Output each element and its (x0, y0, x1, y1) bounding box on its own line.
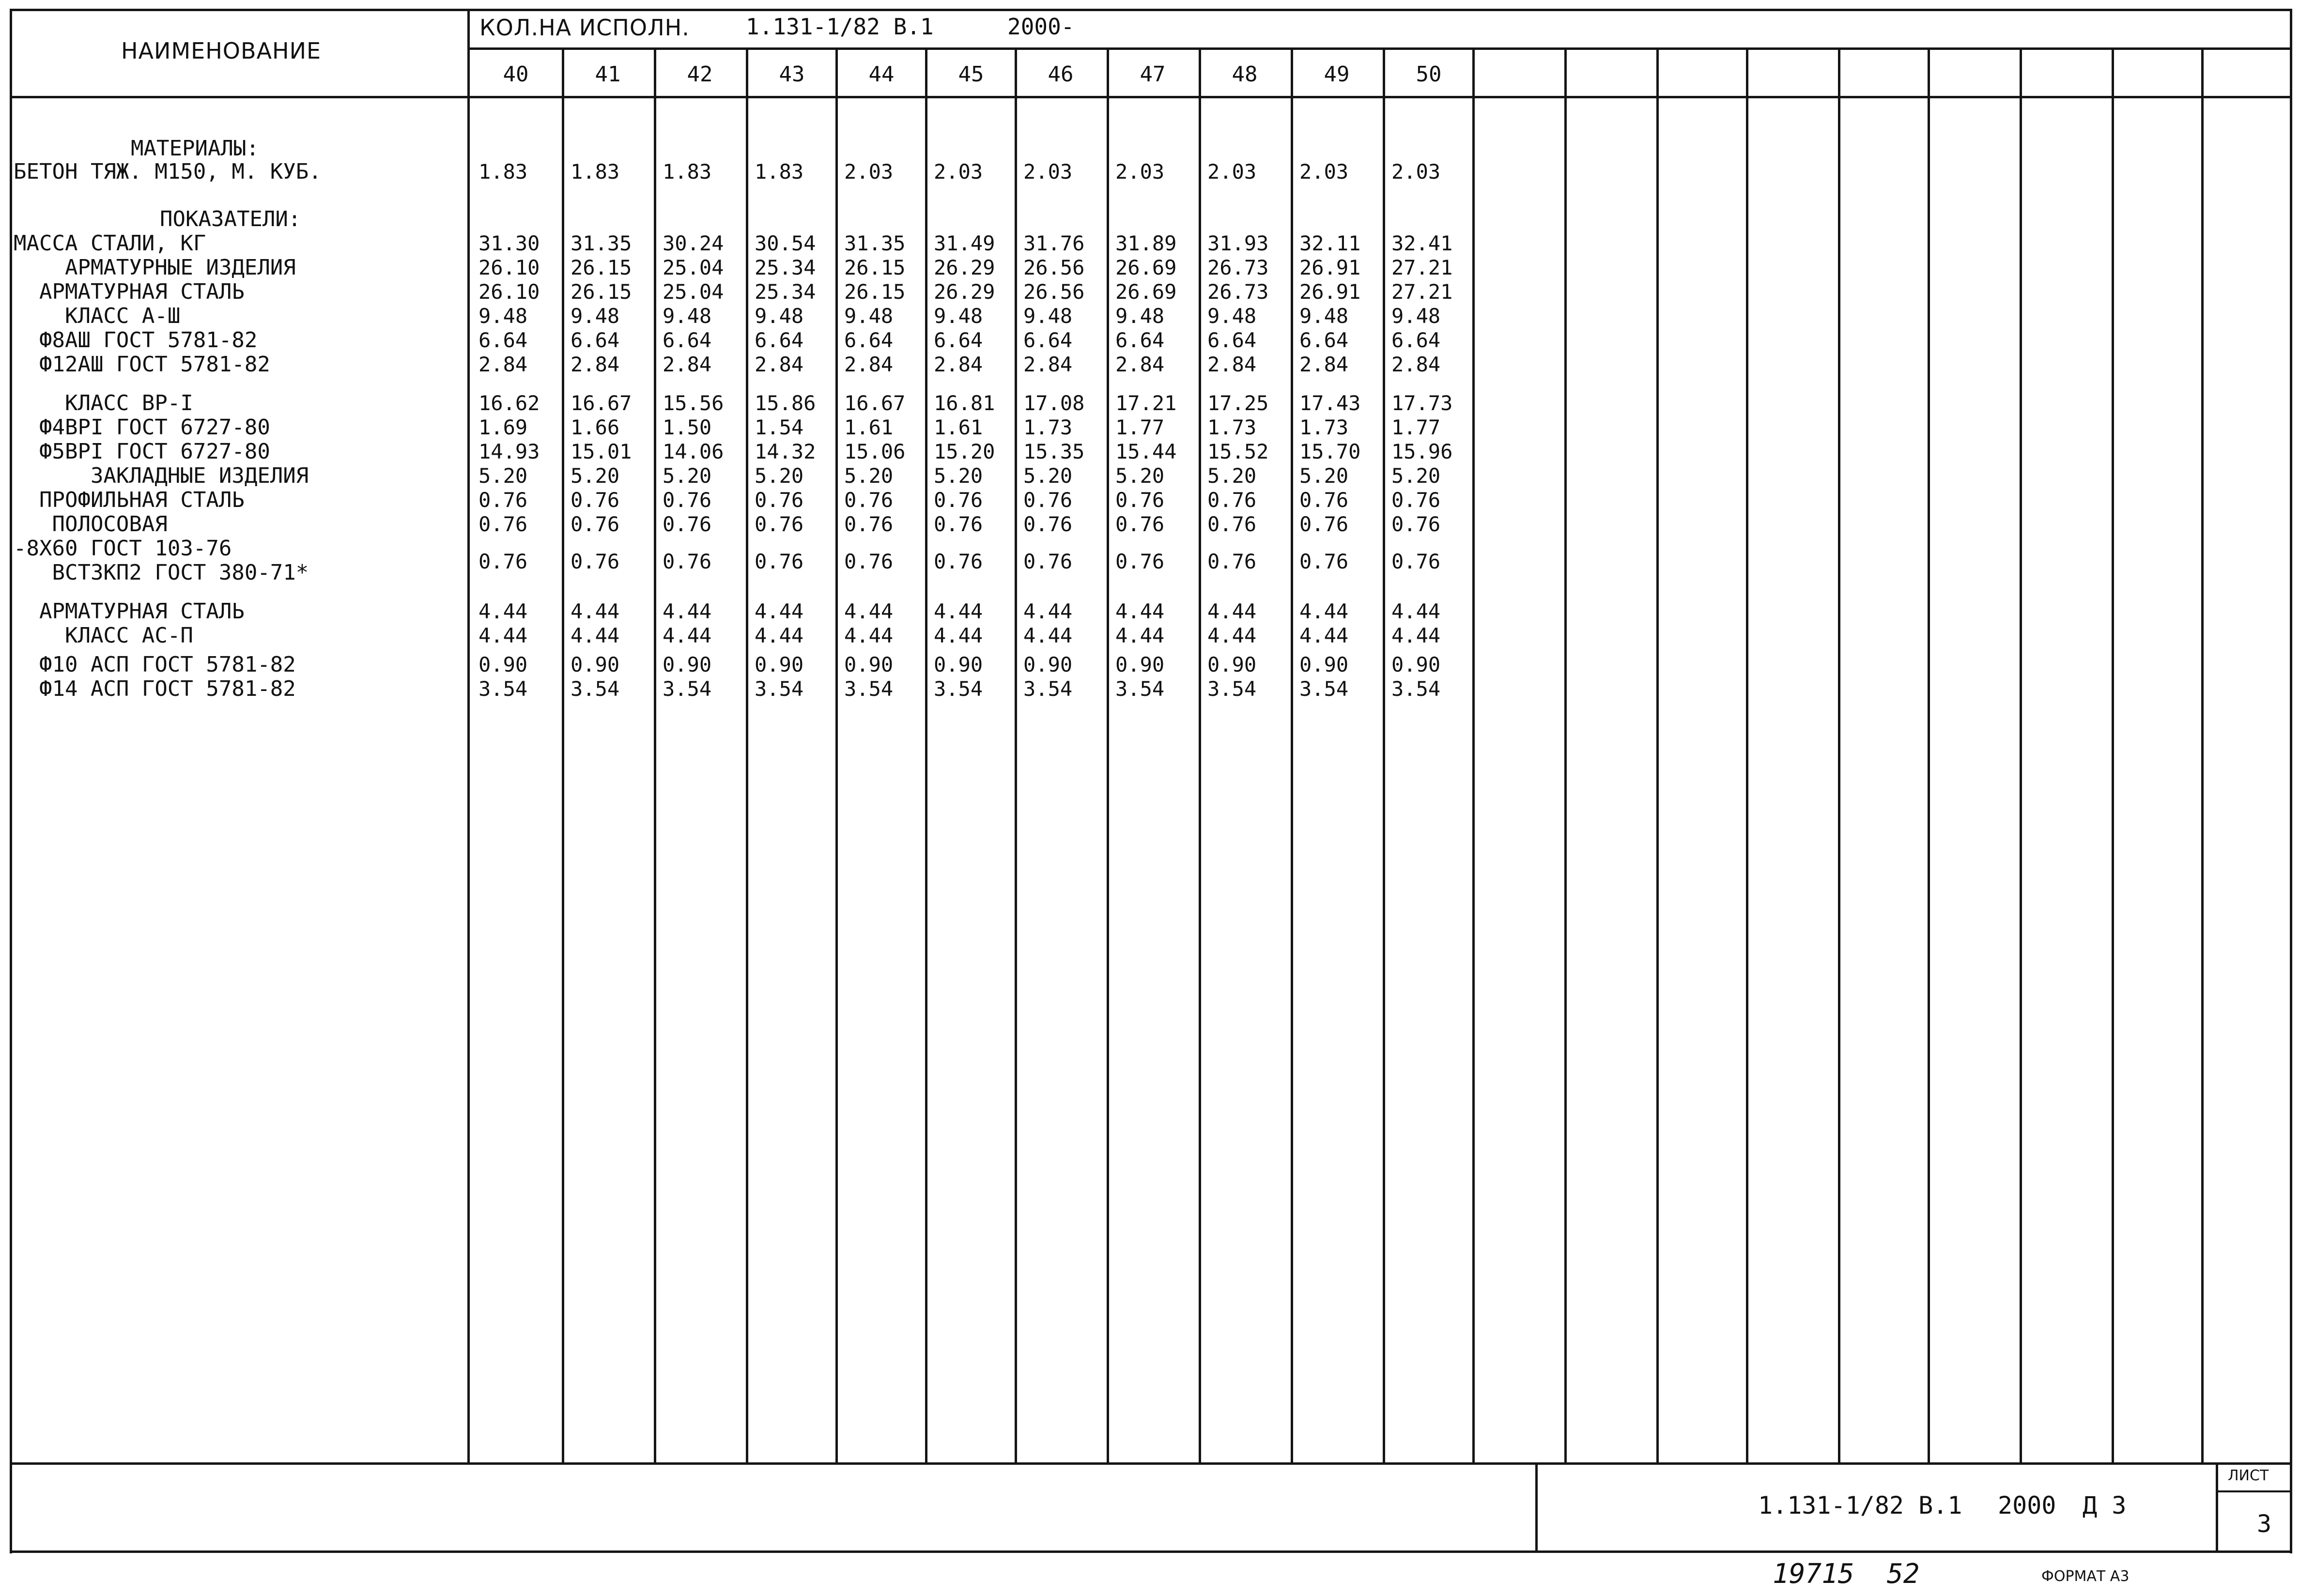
table-cell: 1.61 (934, 415, 983, 439)
format-label: ФОРМАТ А3 (2041, 1568, 2130, 1585)
table-cell: 4.44 (934, 624, 983, 647)
table-cell: 4.44 (663, 599, 712, 623)
table-cell: 26.56 (1023, 280, 1085, 304)
table-cell: 15.70 (1299, 440, 1361, 463)
table-cell: 16.62 (479, 391, 540, 415)
column-number: 47 (1140, 62, 1166, 87)
table-cell: 3.54 (844, 677, 894, 701)
table-cell: 26.56 (1023, 256, 1085, 279)
table-cell: 2.84 (571, 353, 620, 376)
row-label: Ф10 АСП ГОСТ 5781-82 (14, 652, 296, 677)
row-label: Ф5ВРI ГОСТ 6727-80 (14, 439, 270, 464)
table-cell: 26.29 (934, 256, 995, 279)
column-number: 44 (868, 62, 895, 87)
table-cell: 6.64 (1299, 328, 1349, 352)
table-cell: 26.15 (571, 256, 632, 279)
table-cell: 2.84 (1023, 353, 1073, 376)
table-cell: 5.20 (571, 464, 620, 488)
table-cell: 14.32 (755, 440, 816, 463)
row-label: Ф12АШ ГОСТ 5781-82 (14, 352, 270, 377)
table-cell: 5.20 (844, 464, 894, 488)
table-cell: 0.76 (1023, 512, 1073, 536)
table-cell: 5.20 (479, 464, 528, 488)
table-cell: 4.44 (479, 599, 528, 623)
row-label: АРМАТУРНЫЕ ИЗДЕЛИЯ (14, 255, 296, 280)
table-cell: 3.54 (1207, 677, 1257, 701)
column-number: 42 (687, 62, 713, 87)
table-cell: 6.64 (663, 328, 712, 352)
table-cell: 2.03 (1391, 160, 1441, 184)
table-cell: 1.83 (571, 160, 620, 184)
table-cell: 0.76 (1299, 512, 1349, 536)
table-cell: 0.76 (844, 512, 894, 536)
table-cell: 17.73 (1391, 391, 1453, 415)
table-cell: 15.56 (663, 391, 724, 415)
table-cell: 4.44 (1391, 599, 1441, 623)
column-divider (1291, 47, 1293, 1464)
table-cell: 26.10 (479, 256, 540, 279)
table-bottom-rule (10, 1462, 2292, 1465)
table-cell: 2.03 (844, 160, 894, 184)
table-cell: 9.48 (1115, 304, 1165, 328)
table-cell: 15.44 (1115, 440, 1177, 463)
table-cell: 27.21 (1391, 256, 1453, 279)
column-divider (835, 47, 838, 1464)
table-cell: 1.54 (755, 415, 804, 439)
title-block-left (1535, 1462, 1538, 1552)
header-doc-ref: 1.131-1/82 В.1 (746, 14, 934, 40)
table-cell: 4.44 (844, 624, 894, 647)
table-cell: 0.90 (934, 653, 983, 676)
title-block-sheet-divider (2216, 1462, 2218, 1552)
handwritten-number: 19715 52 (1773, 1558, 1920, 1590)
table-cell: 25.34 (755, 280, 816, 304)
table-cell: 9.48 (479, 304, 528, 328)
table-cell: 31.30 (479, 231, 540, 255)
column-divider (1015, 47, 1017, 1464)
table-cell: 5.20 (755, 464, 804, 488)
table-cell: 2.03 (1299, 160, 1349, 184)
table-cell: 14.06 (663, 440, 724, 463)
table-cell: 0.76 (844, 488, 894, 512)
table-cell: 30.24 (663, 231, 724, 255)
table-cell: 1.83 (479, 160, 528, 184)
row-label: ПРОФИЛЬНАЯ СТАЛЬ (14, 488, 245, 512)
table-cell: 6.64 (1023, 328, 1073, 352)
row-label: -8Х60 ГОСТ 103-76 (14, 536, 232, 561)
table-cell: 5.20 (663, 464, 712, 488)
table-cell: 2.84 (1207, 353, 1257, 376)
table-cell: 0.76 (1207, 512, 1257, 536)
column-divider (654, 47, 656, 1464)
column-divider (1107, 47, 1109, 1464)
name-column-header: НАИМЕНОВАНИЕ (121, 38, 322, 64)
table-cell: 26.15 (844, 280, 906, 304)
table-cell: 4.44 (1023, 624, 1073, 647)
table-cell: 17.43 (1299, 391, 1361, 415)
table-cell: 32.41 (1391, 231, 1453, 255)
table-cell: 15.20 (934, 440, 995, 463)
row-label: ЗАКЛАДНЫЕ ИЗДЕЛИЯ (14, 463, 309, 488)
table-cell: 0.76 (1391, 488, 1441, 512)
table-cell: 26.91 (1299, 256, 1361, 279)
table-cell: 0.76 (663, 488, 712, 512)
column-number: 48 (1232, 62, 1258, 87)
table-cell: 5.20 (1115, 464, 1165, 488)
table-cell: 14.93 (479, 440, 540, 463)
column-divider (925, 47, 927, 1464)
table-cell: 26.69 (1115, 280, 1177, 304)
column-divider (1472, 47, 1475, 1464)
table-cell: 2.84 (1391, 353, 1441, 376)
table-cell: 0.76 (1207, 488, 1257, 512)
table-cell: 9.48 (934, 304, 983, 328)
table-cell: 3.54 (1115, 677, 1165, 701)
table-cell: 6.64 (571, 328, 620, 352)
table-cell: 2.84 (479, 353, 528, 376)
table-cell: 27.21 (1391, 280, 1453, 304)
table-cell: 6.64 (755, 328, 804, 352)
table-cell: 4.44 (1391, 624, 1441, 647)
column-divider (2201, 47, 2204, 1464)
table-cell: 1.61 (844, 415, 894, 439)
table-cell: 9.48 (1391, 304, 1441, 328)
table-cell: 16.67 (571, 391, 632, 415)
table-cell: 0.90 (1207, 653, 1257, 676)
title-series: 2000 (1998, 1491, 2056, 1519)
table-cell: 1.73 (1299, 415, 1349, 439)
header-rule (467, 47, 2291, 50)
column-divider (2020, 47, 2022, 1464)
table-cell: 0.76 (1391, 512, 1441, 536)
table-cell: 3.54 (755, 677, 804, 701)
table-cell: 2.84 (1115, 353, 1165, 376)
table-cell: 17.25 (1207, 391, 1269, 415)
section-heading-indicators: ПОКАЗАТЕЛИ: (160, 207, 301, 231)
table-cell: 1.83 (663, 160, 712, 184)
column-number: 46 (1048, 62, 1074, 87)
table-cell: 4.44 (1023, 599, 1073, 623)
column-divider (2112, 47, 2114, 1464)
table-cell: 0.76 (934, 550, 983, 573)
column-divider (746, 47, 748, 1464)
column-divider (1564, 47, 1567, 1464)
frame-left (10, 9, 12, 1553)
table-cell: 0.76 (571, 550, 620, 573)
table-cell: 32.11 (1299, 231, 1361, 255)
table-cell: 30.54 (755, 231, 816, 255)
table-cell: 2.03 (934, 160, 983, 184)
table-cell: 2.84 (934, 353, 983, 376)
table-cell: 0.76 (1023, 550, 1073, 573)
table-cell: 4.44 (1115, 599, 1165, 623)
column-number: 49 (1324, 62, 1350, 87)
table-cell: 9.48 (1207, 304, 1257, 328)
table-cell: 0.90 (755, 653, 804, 676)
table-cell: 1.50 (663, 415, 712, 439)
table-cell: 25.04 (663, 256, 724, 279)
table-cell: 6.64 (1207, 328, 1257, 352)
column-number: 41 (595, 62, 621, 87)
row-label: БЕТОН ТЯЖ. М150, М. КУБ. (14, 159, 322, 184)
table-cell: 26.29 (934, 280, 995, 304)
table-cell: 9.48 (755, 304, 804, 328)
table-cell: 4.44 (571, 599, 620, 623)
sheet-label: ЛИСТ (2228, 1467, 2269, 1484)
quantity-label: КОЛ.НА ИСПОЛН. (479, 15, 690, 41)
table-cell: 0.76 (755, 512, 804, 536)
table-cell: 31.93 (1207, 231, 1269, 255)
table-cell: 4.44 (844, 599, 894, 623)
table-cell: 0.76 (1391, 550, 1441, 573)
table-cell: 1.66 (571, 415, 620, 439)
column-number: 45 (958, 62, 984, 87)
table-cell: 2.84 (755, 353, 804, 376)
table-cell: 5.20 (1299, 464, 1349, 488)
table-cell: 31.89 (1115, 231, 1177, 255)
table-cell: 0.90 (571, 653, 620, 676)
table-cell: 5.20 (1207, 464, 1257, 488)
table-cell: 26.15 (844, 256, 906, 279)
table-cell: 26.15 (571, 280, 632, 304)
column-divider (1746, 47, 1748, 1464)
table-cell: 0.76 (1207, 550, 1257, 573)
section-heading-materials: МАТЕРИАЛЫ: (131, 136, 259, 161)
table-cell: 0.76 (934, 512, 983, 536)
column-number: 43 (779, 62, 805, 87)
table-cell: 0.76 (1299, 550, 1349, 573)
table-cell: 9.48 (844, 304, 894, 328)
table-cell: 17.08 (1023, 391, 1085, 415)
table-cell: 4.44 (934, 599, 983, 623)
table-cell: 2.84 (844, 353, 894, 376)
table-cell: 0.90 (844, 653, 894, 676)
table-cell: 4.44 (479, 624, 528, 647)
column-divider (1383, 47, 1385, 1464)
table-cell: 0.76 (755, 488, 804, 512)
table-cell: 0.76 (1299, 488, 1349, 512)
row-label: Ф14 АСП ГОСТ 5781-82 (14, 676, 296, 701)
sheet-number: 3 (2257, 1510, 2272, 1538)
header-bottom-rule (10, 96, 2292, 98)
table-cell: 1.77 (1391, 415, 1441, 439)
row-label: АРМАТУРНАЯ СТАЛЬ (14, 599, 245, 624)
table-cell: 3.54 (1299, 677, 1349, 701)
table-cell: 2.03 (1023, 160, 1073, 184)
table-cell: 16.67 (844, 391, 906, 415)
column-divider (1199, 47, 1201, 1464)
table-cell: 0.76 (844, 550, 894, 573)
name-column-divider (467, 9, 470, 1464)
table-cell: 3.54 (571, 677, 620, 701)
row-label: КЛАСС А-Ш (14, 304, 181, 328)
table-cell: 6.64 (844, 328, 894, 352)
table-cell: 6.64 (1115, 328, 1165, 352)
table-cell: 3.54 (1023, 677, 1073, 701)
table-cell: 4.44 (755, 599, 804, 623)
column-number: 50 (1416, 62, 1442, 87)
table-cell: 0.90 (1299, 653, 1349, 676)
table-cell: 0.90 (1023, 653, 1073, 676)
table-cell: 31.49 (934, 231, 995, 255)
column-divider (1838, 47, 1840, 1464)
table-cell: 4.44 (1299, 599, 1349, 623)
table-cell: 3.54 (663, 677, 712, 701)
column-divider (1656, 47, 1659, 1464)
row-label: ПОЛОСОВАЯ (14, 512, 168, 537)
table-cell: 2.84 (1299, 353, 1349, 376)
table-cell: 0.76 (1115, 550, 1165, 573)
frame-right (2290, 9, 2292, 1553)
title-doc-code: 1.131-1/82 В.1 (1758, 1491, 1962, 1519)
table-cell: 15.06 (844, 440, 906, 463)
table-cell: 15.52 (1207, 440, 1269, 463)
table-cell: 31.35 (844, 231, 906, 255)
table-cell: 26.91 (1299, 280, 1361, 304)
table-cell: 6.64 (1391, 328, 1441, 352)
table-cell: 1.69 (479, 415, 528, 439)
table-cell: 26.69 (1115, 256, 1177, 279)
table-cell: 15.01 (571, 440, 632, 463)
table-cell: 15.35 (1023, 440, 1085, 463)
table-cell: 3.54 (479, 677, 528, 701)
table-cell: 26.73 (1207, 256, 1269, 279)
frame-bottom (10, 1550, 2292, 1553)
table-cell: 0.76 (934, 488, 983, 512)
table-cell: 0.90 (1391, 653, 1441, 676)
table-cell: 5.20 (1023, 464, 1073, 488)
table-cell: 3.54 (1391, 677, 1441, 701)
table-cell: 0.76 (1115, 512, 1165, 536)
table-cell: 1.77 (1115, 415, 1165, 439)
table-cell: 1.73 (1207, 415, 1257, 439)
title-block-sheet-rule (2216, 1490, 2291, 1492)
table-cell: 17.21 (1115, 391, 1177, 415)
table-cell: 25.34 (755, 256, 816, 279)
row-label: КЛАСС АС-П (14, 623, 193, 648)
column-divider (562, 47, 564, 1464)
table-cell: 9.48 (1023, 304, 1073, 328)
row-label: МАССА СТАЛИ, КГ (14, 231, 206, 256)
header-series: 2000- (1007, 14, 1075, 40)
table-cell: 9.48 (571, 304, 620, 328)
table-cell: 26.73 (1207, 280, 1269, 304)
table-cell: 0.76 (479, 512, 528, 536)
table-cell: 9.48 (663, 304, 712, 328)
table-cell: 4.44 (1115, 624, 1165, 647)
table-cell: 4.44 (1207, 624, 1257, 647)
table-cell: 31.35 (571, 231, 632, 255)
table-cell: 1.83 (755, 160, 804, 184)
table-cell: 0.76 (1115, 488, 1165, 512)
table-cell: 6.64 (934, 328, 983, 352)
table-cell: 5.20 (1391, 464, 1441, 488)
table-cell: 2.84 (663, 353, 712, 376)
table-cell: 2.03 (1207, 160, 1257, 184)
column-divider (1928, 47, 1930, 1464)
table-cell: 1.73 (1023, 415, 1073, 439)
table-cell: 3.54 (934, 677, 983, 701)
row-label: АРМАТУРНАЯ СТАЛЬ (14, 279, 245, 304)
frame-top (10, 9, 2292, 11)
table-cell: 31.76 (1023, 231, 1085, 255)
table-cell: 4.44 (1207, 599, 1257, 623)
table-cell: 25.04 (663, 280, 724, 304)
title-sheet-mark: Д 3 (2083, 1491, 2127, 1519)
table-cell: 0.76 (663, 512, 712, 536)
table-cell: 15.96 (1391, 440, 1453, 463)
table-cell: 2.03 (1115, 160, 1165, 184)
table-cell: 0.76 (1023, 488, 1073, 512)
column-number: 40 (503, 62, 529, 87)
table-cell: 0.76 (479, 488, 528, 512)
table-cell: 4.44 (755, 624, 804, 647)
table-cell: 16.81 (934, 391, 995, 415)
table-cell: 4.44 (663, 624, 712, 647)
row-label: Ф8АШ ГОСТ 5781-82 (14, 328, 258, 353)
table-cell: 15.86 (755, 391, 816, 415)
table-cell: 0.90 (479, 653, 528, 676)
table-cell: 4.44 (1299, 624, 1349, 647)
table-cell: 26.10 (479, 280, 540, 304)
table-cell: 0.76 (479, 550, 528, 573)
table-cell: 4.44 (571, 624, 620, 647)
table-cell: 0.76 (571, 488, 620, 512)
row-label: ВСТ3КП2 ГОСТ 380-71* (14, 560, 309, 585)
table-cell: 5.20 (934, 464, 983, 488)
table-cell: 0.76 (571, 512, 620, 536)
row-label: КЛАСС ВР-I (14, 391, 193, 415)
table-cell: 0.90 (663, 653, 712, 676)
table-cell: 0.76 (755, 550, 804, 573)
table-cell: 0.90 (1115, 653, 1165, 676)
table-cell: 9.48 (1299, 304, 1349, 328)
table-cell: 0.76 (663, 550, 712, 573)
table-cell: 6.64 (479, 328, 528, 352)
row-label: Ф4ВРI ГОСТ 6727-80 (14, 415, 270, 440)
